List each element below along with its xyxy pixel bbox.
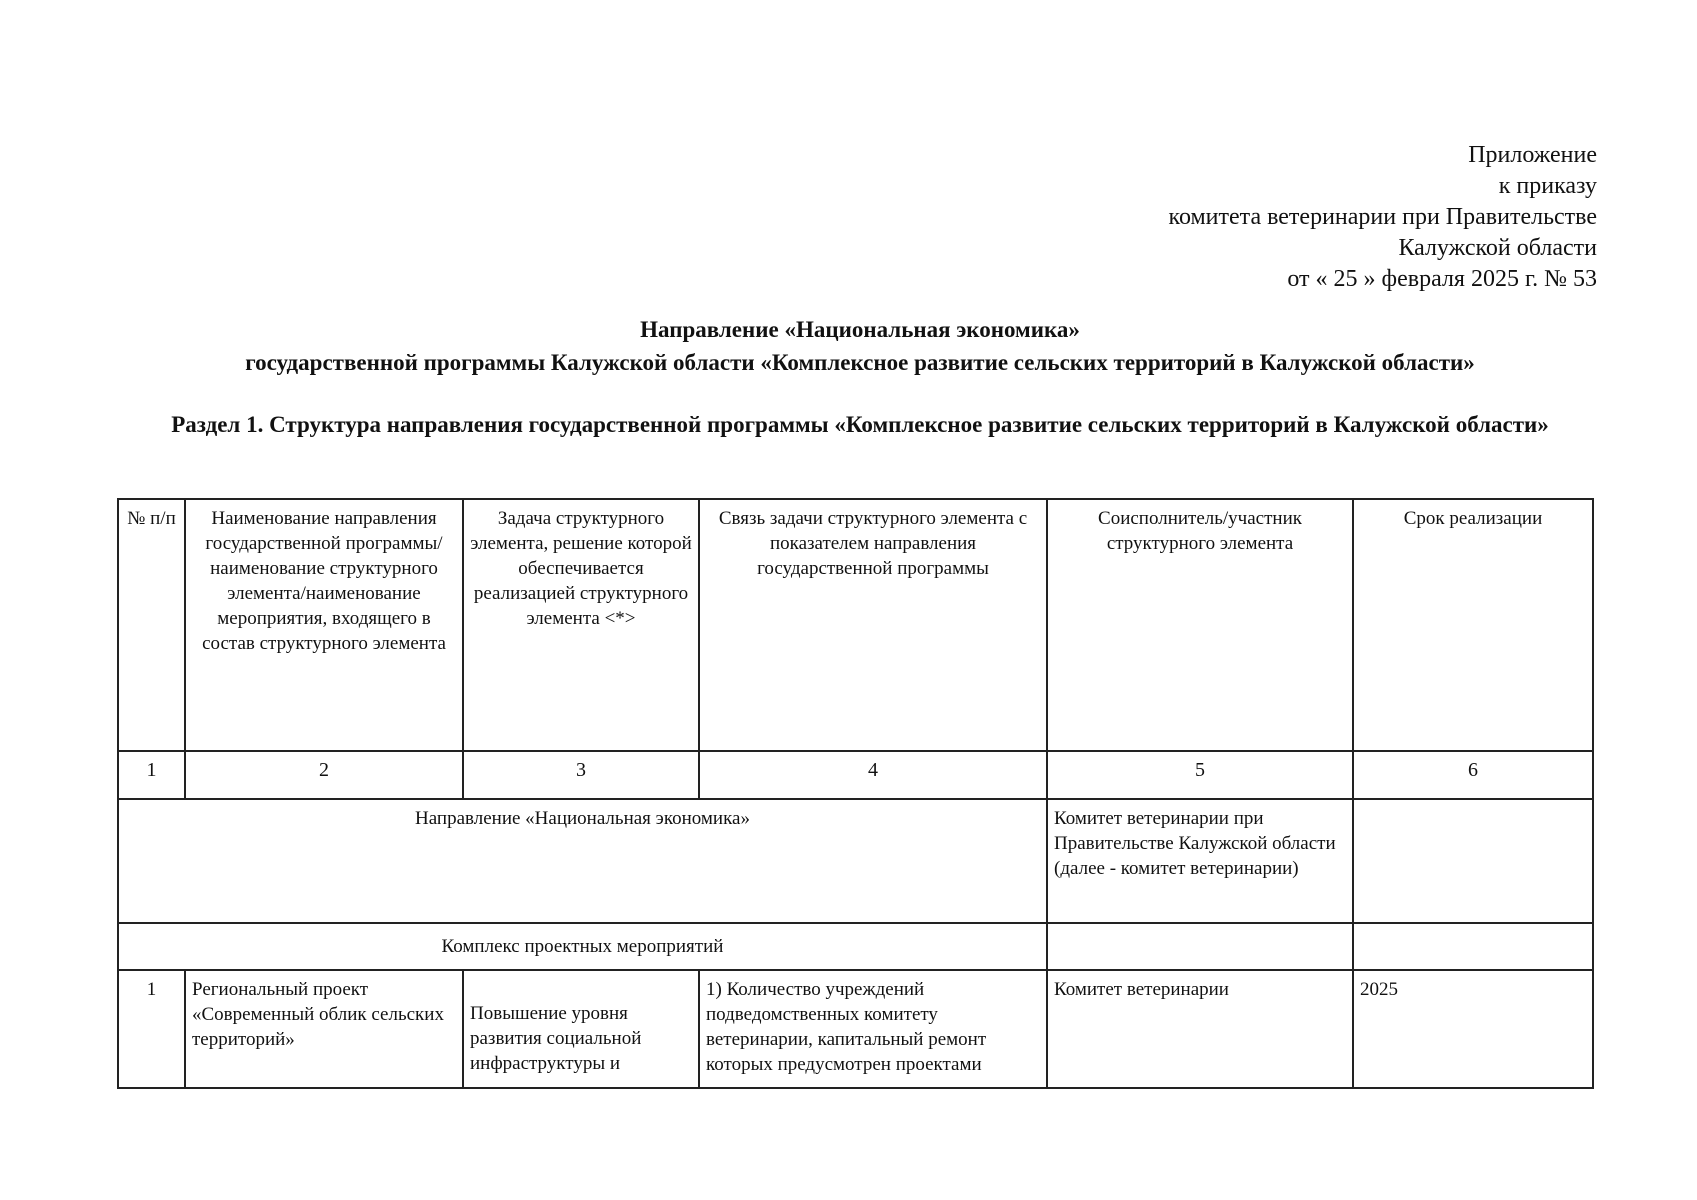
table-header-row [118, 499, 1593, 751]
complex-label: Комплекс проектных мероприятий [118, 923, 1047, 970]
row-term: 2025 [1353, 970, 1593, 1088]
row-task: Повышение уровня развития социальной инфраструктуры и [463, 970, 699, 1088]
direction-label: Направление «Национальная экономика» [118, 799, 1047, 923]
row-link: 1) Количество учреждений подведомственных комитету ветеринарии, капитальный ремонт которых предусмотрен проектами [699, 970, 1047, 1088]
row-name: Региональный проект «Современный облик сельских территорий» [185, 970, 463, 1088]
column-number: 3 [463, 751, 699, 799]
document-title [120, 313, 1600, 379]
column-number: 4 [699, 751, 1047, 799]
appendix-line: к приказу [1498, 173, 1597, 199]
header-cell: Соисполнитель/участник структурного элемента [1047, 499, 1353, 751]
structure-table [117, 498, 1594, 1089]
header-cell: Связь задачи структурного элемента с показателем направления государственной программы [699, 499, 1047, 751]
column-number: 5 [1047, 751, 1353, 799]
column-number-row [118, 751, 1593, 799]
direction-row [118, 799, 1593, 923]
direction-executor: Комитет ветеринарии при Правительстве Калужской области (далее - комитет ветеринарии) [1047, 799, 1353, 923]
appendix-line: Калужской области [1398, 235, 1597, 261]
header-cell: Срок реализации [1353, 499, 1593, 751]
complex-row [118, 923, 1593, 970]
header-cell: № п/п [118, 499, 185, 751]
appendix-line: от « 25 » февраля 2025 г. № 53 [1287, 266, 1597, 292]
appendix-line: Приложение [1468, 142, 1597, 168]
row-executor: Комитет ветеринарии [1047, 970, 1353, 1088]
column-number: 6 [1353, 751, 1593, 799]
column-number: 2 [185, 751, 463, 799]
appendix-line: комитета ветеринарии при Правительстве [1168, 204, 1597, 230]
title-line-1: Направление «Национальная экономика» [640, 317, 1080, 342]
header-cell: Задача структурного элемента, решение которой обеспечивается реализацией структурного элемента <*> [463, 499, 699, 751]
title-line-2: государственной программы Калужской области «Комплексное развитие сельских территорий в Калужской области» [245, 350, 1475, 375]
header-cell: Наименование направления государственной программы/наименование структурного элемента/наименование мероприятия, входящего в состав структурного элемента [185, 499, 463, 751]
row-number: 1 [118, 970, 185, 1088]
direction-term [1353, 799, 1593, 923]
column-number: 1 [118, 751, 185, 799]
complex-term [1353, 923, 1593, 970]
complex-executor [1047, 923, 1353, 970]
appendix-block [1169, 140, 1598, 295]
section-title: Раздел 1. Структура направления государственной программы «Комплексное развитие сельских территорий в Калужской области» [171, 412, 1549, 437]
table-row [118, 970, 1593, 1088]
